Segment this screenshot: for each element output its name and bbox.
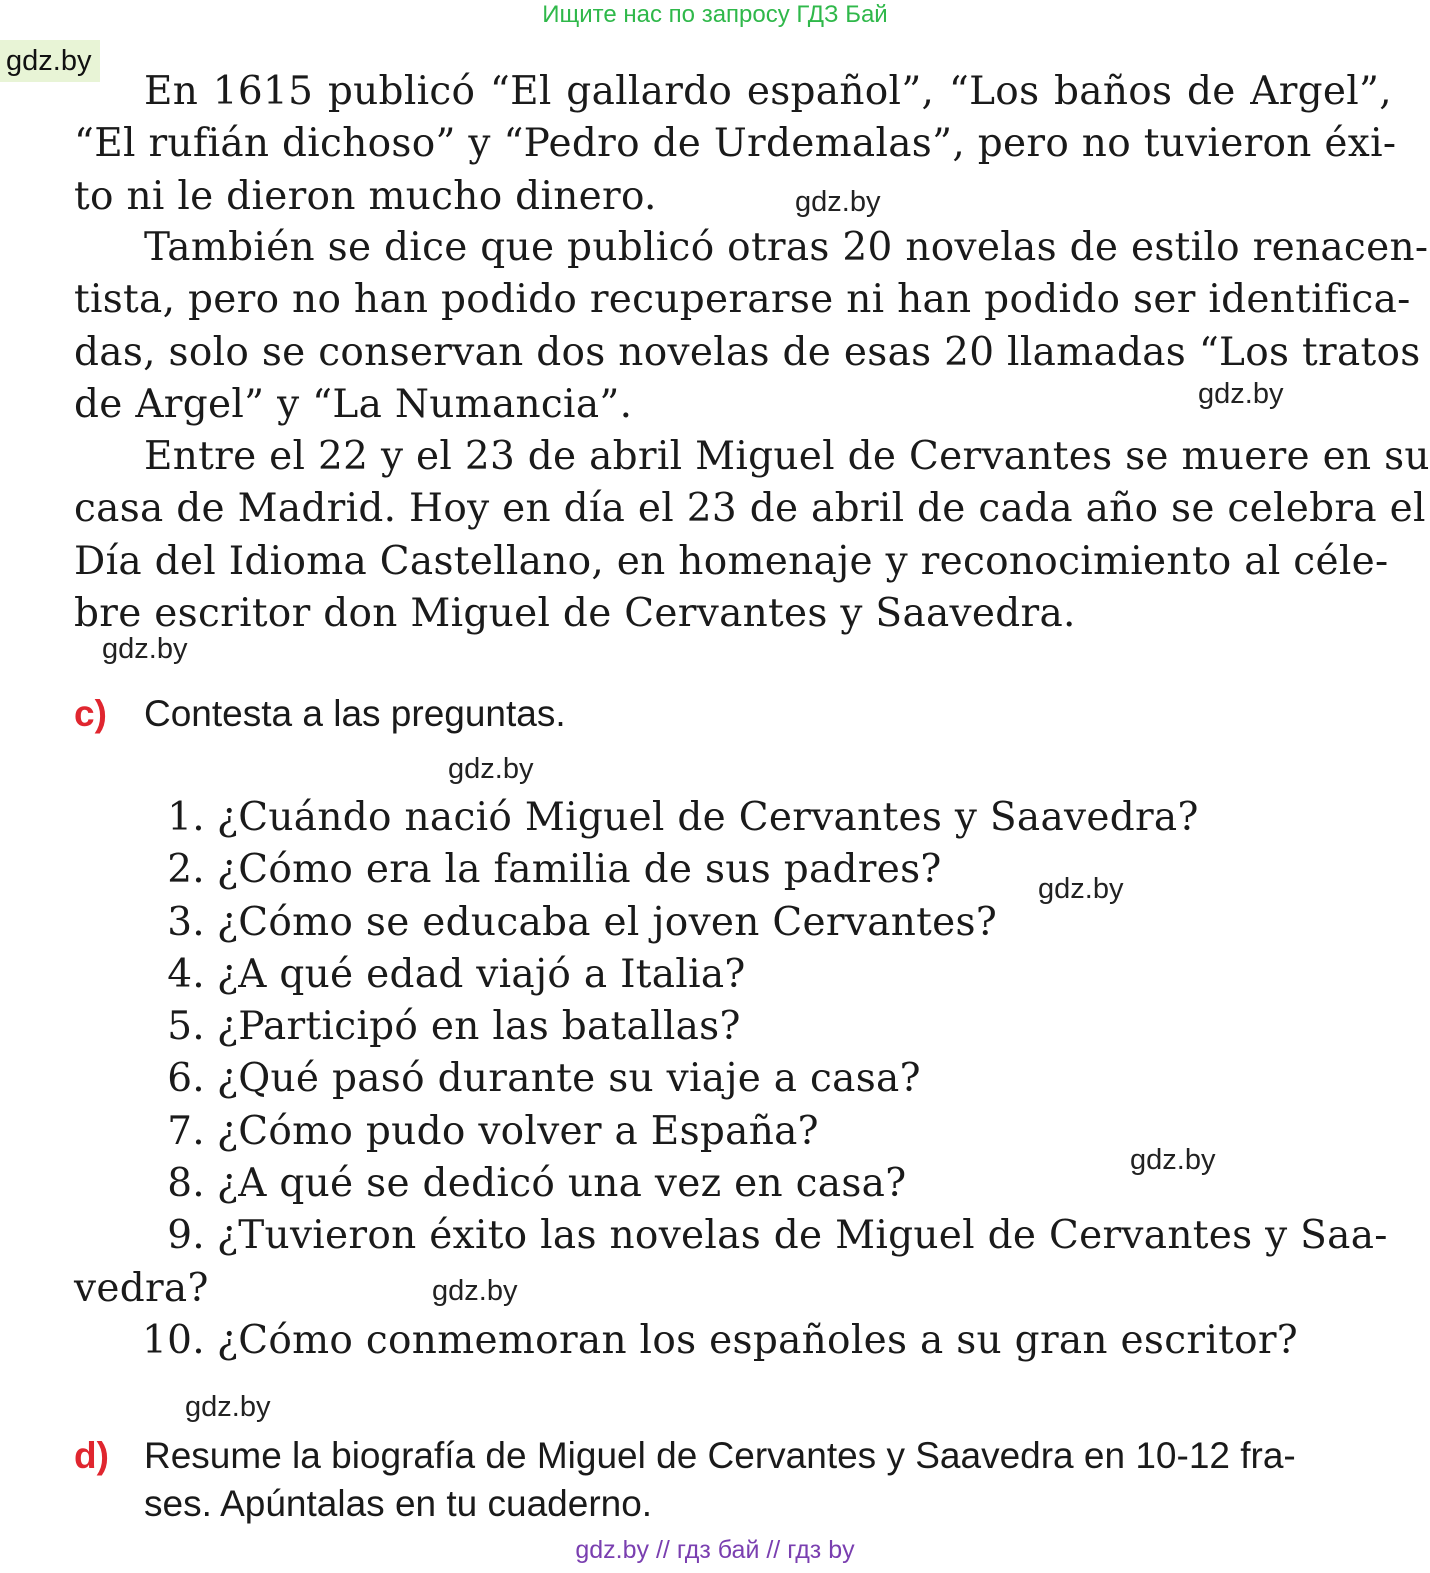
paragraph-line: de Argel” y “La Numancia”. (74, 381, 633, 427)
paragraph-line: das, solo se conservan dos novelas de esas 20 llamadas “Los tratos (74, 329, 1421, 375)
paragraph-1 (74, 66, 1397, 223)
paragraph-line: casa de Madrid. Hoy en día el 23 de abril de cada año se celebra el (74, 486, 1426, 532)
paragraph-line: to ni le dieron mucho dinero. (74, 173, 657, 219)
task-text: Contesta a las preguntas. (144, 693, 566, 734)
paragraph-line: Entre el 22 y el 23 de abril Miguel de Cervantes se muere en su (144, 434, 1430, 479)
watermark: gdz.by (432, 1275, 518, 1307)
task-d (74, 1432, 1392, 1528)
watermark: gdz.by (1198, 378, 1284, 410)
footer-links[interactable]: gdz.by // гдз бай // гдз by (575, 1536, 855, 1564)
list-item: 8. ¿A qué se dedicó una vez en casa? (167, 1161, 907, 1207)
list-item: 4. ¿A qué edad viajó a Italia? (167, 951, 746, 997)
watermark: gdz.by (102, 633, 188, 665)
task-letter: c) (74, 693, 107, 734)
paragraph-line: “El rufián dichoso” y “Pedro de Urdemalas”, pero no tuvieron éxi- (74, 121, 1397, 167)
paragraph-3 (74, 431, 1430, 640)
task-text: ses. Apúntalas en tu cuaderno. (144, 1483, 653, 1524)
list-item: 6. ¿Qué pasó durante su viaje a casa? (167, 1056, 921, 1102)
list-item: 2. ¿Cómo era la familia de sus padres? (167, 847, 942, 893)
task-text: Resume la biografía de Miguel de Cervantes y Saavedra en 10-12 fra- (144, 1435, 1296, 1476)
list-item: 10. ¿Cómo conmemoran los españoles a su gran escritor? (142, 1317, 1299, 1363)
watermark: gdz.by (1038, 873, 1124, 905)
paragraph-line: bre escritor don Miguel de Cervantes y Saavedra. (74, 590, 1076, 636)
site-logo[interactable]: gdz.by (0, 40, 100, 82)
list-item: 7. ¿Cómo pudo volver a España? (167, 1108, 819, 1154)
paragraph-2 (74, 222, 1429, 431)
search-banner[interactable]: Ищите нас по запросу ГДЗ Бай (542, 1, 888, 28)
task-c (74, 690, 566, 738)
watermark: gdz.by (1130, 1144, 1216, 1176)
list-item: 5. ¿Participó en las batallas? (167, 1004, 741, 1050)
paragraph-line: Día del Idioma Castellano, en homenaje y reconocimiento al céle- (74, 538, 1389, 584)
task-letter: d) (74, 1435, 109, 1476)
watermark: gdz.by (185, 1391, 271, 1423)
list-item: 3. ¿Cómo se educaba el joven Cervantes? (167, 899, 998, 945)
watermark: gdz.by (795, 186, 881, 218)
watermark: gdz.by (448, 753, 534, 785)
list-item: 9. ¿Tuvieron éxito las novelas de Miguel de Cervantes y Saa- (167, 1213, 1388, 1259)
list-item: 1. ¿Cuándo nació Miguel de Cervantes y Saavedra? (167, 795, 1199, 840)
paragraph-line: tista, pero no han podido recuperarse ni han podido ser identifica- (74, 277, 1411, 323)
list-item-continuation: vedra? (74, 1265, 209, 1311)
paragraph-line: En 1615 publicó “El gallardo español”, “Los baños de Argel”, (144, 69, 1392, 114)
paragraph-line: También se dice que publicó otras 20 novelas de estilo renacen- (144, 225, 1429, 270)
question-list (74, 792, 1392, 1367)
